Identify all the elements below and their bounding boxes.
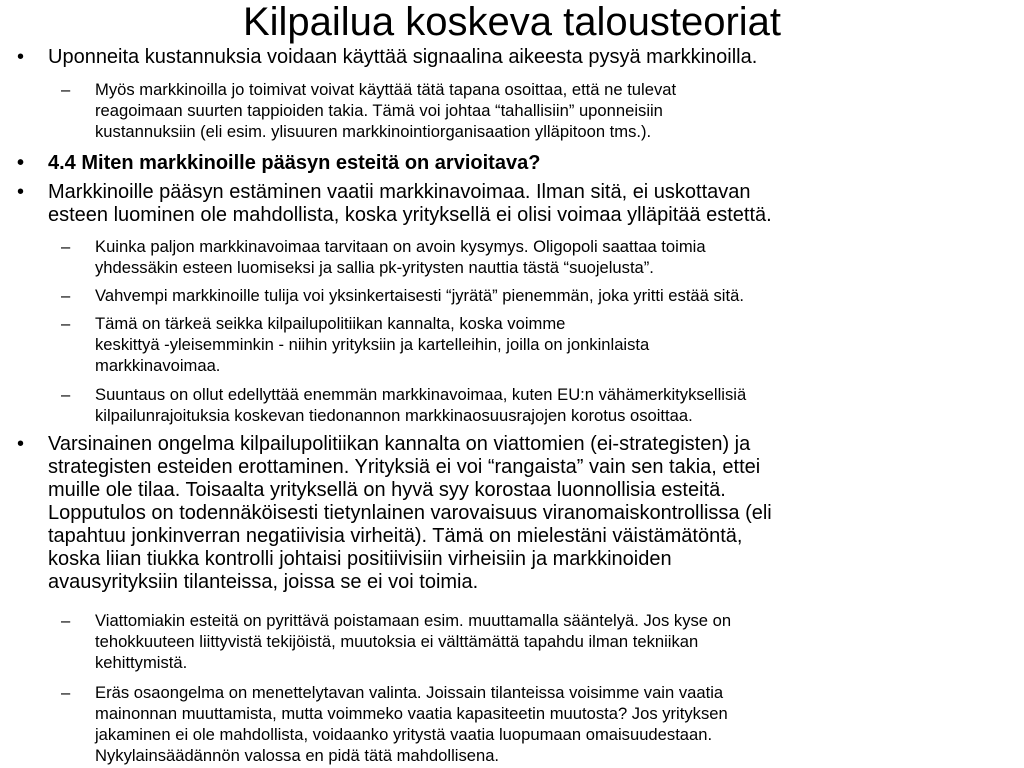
slide-title: Kilpailua koskeva talousteoriat [242,0,782,44]
text-line: • Varsinainen ongelma kilpailupolitiikan kannalta on viattomien (ei-strategisten) ja [48,433,751,455]
sub-bullet-incumbents-signal [95,79,995,142]
text-line: kustannuksiin (eli esim. ylisuuren markkinointiorganisaation ylläpitoon tms.). [95,122,652,141]
sub-bullet-procedure-choice [95,682,995,766]
sub-bullet-oligopoly [95,236,995,278]
text-line: markkinavoimaa. [95,356,221,375]
text-line: avausyrityksiin tilanteissa, joissa se ei voi toimia. [48,571,479,593]
text-line: kilpailunrajoituksia koskevan tiedonannon markkinaosuusrajojen korotus osoittaa. [95,406,693,425]
text-line: – Tämä on tärkeä seikka kilpailupolitiikan kannalta, koska voimme [95,314,566,333]
sub-bullet-stronger-entrant [95,285,995,306]
text-line: – Viattomiakin esteitä on pyrittävä poistamaan esim. muuttamalla sääntelyä. Jos kyse on [95,611,732,630]
text-line: • 4.4 Miten markkinoille pääsyn esteitä on arvioitava? [48,152,541,174]
text-line: yhdessäkin esteen luomiseksi ja sallia pk-yritysten nauttia tästä “suojelusta”. [95,258,654,277]
text-line: – Vahvempi markkinoille tulija voi yksinkertaisesti “jyrätä” pienemmän, joka yritti estää sitä. [95,286,744,305]
text-line: Lopputulos on todennäköisesti tietynlainen varovaisuus viranomaiskontrollissa (eli [48,502,772,524]
sub-bullet-eu-trend [95,384,995,426]
text-line: reagoimaan suurten tappioiden takia. Tämä voi johtaa “tahallisiin” uponneisiin [95,101,663,120]
text-line: jakaminen ei ole mahdollista, voidaanko yritystä vaatia luopumaan omaisuudestaan. [95,725,713,744]
sub-bullet-competition-policy [95,313,995,376]
text-line: – Eräs osaongelma on menettelytavan valinta. Joissain tilanteissa voisimme vain vaatia [95,683,724,702]
text-line: – Myös markkinoilla jo toimivat voivat käyttää tätä tapana osoittaa, että ne tulevat [95,80,677,99]
text-line: • Markkinoille pääsyn estäminen vaatii markkinavoimaa. Ilman sitä, ei uskottavan [48,181,751,203]
bullet-main-problem [48,433,998,594]
text-line: muille ole tilaa. Toisaalta yrityksellä on hyvä syy korostaa luonnollisia esteitä. [48,479,726,501]
text-line: • Uponneita kustannuksia voidaan käyttää signaalina aikeesta pysyä markkinoilla. [48,46,758,68]
text-line: kehittymistä. [95,653,188,672]
text-line: keskittyä -yleisemminkin - niihin yrityksiin ja kartelleihin, joilla on jonkinlaista [95,335,650,354]
bullet-market-power [48,181,998,227]
text-line: Nykylainsäädännön valossa en pidä tätä mahdollisena. [95,746,500,765]
text-line: strategisten esteiden erottaminen. Yrityksiä ei voi “rangaista” vain sen takia, ettei [48,456,761,478]
text-line: – Suuntaus on ollut edellyttää enemmän markkinavoimaa, kuten EU:n vähämerkityksellisiä [95,385,747,404]
text-line: mainonnan muuttamista, mutta voimmeko vaatia kapasiteetin muutosta? Jos yrityksen [95,704,728,723]
text-line: esteen luominen ole mahdollista, koska yrityksellä ei olisi voimaa ylläpitää estettä. [48,204,772,226]
text-line: – Kuinka paljon markkinavoimaa tarvitaan on avoin kysymys. Oligopoli saattaa toimia [95,237,706,256]
text-line: tehokkuuteen liittyvistä tekijöistä, muutoksia ei välttämättä tapahdu ilman tekniikan [95,632,699,651]
text-line: koska liian tiukka kontrolli johtaisi positiivisiin virheisiin ja markkinoiden [48,548,672,570]
bullet-section-heading [48,152,998,175]
sub-bullet-innocent-barriers [95,610,995,673]
text-line: tapahtuu jonkinverran negatiivisia virheitä). Tämä on mielestäni väistämätöntä, [48,525,743,547]
bullet-sunk-costs [48,46,998,69]
